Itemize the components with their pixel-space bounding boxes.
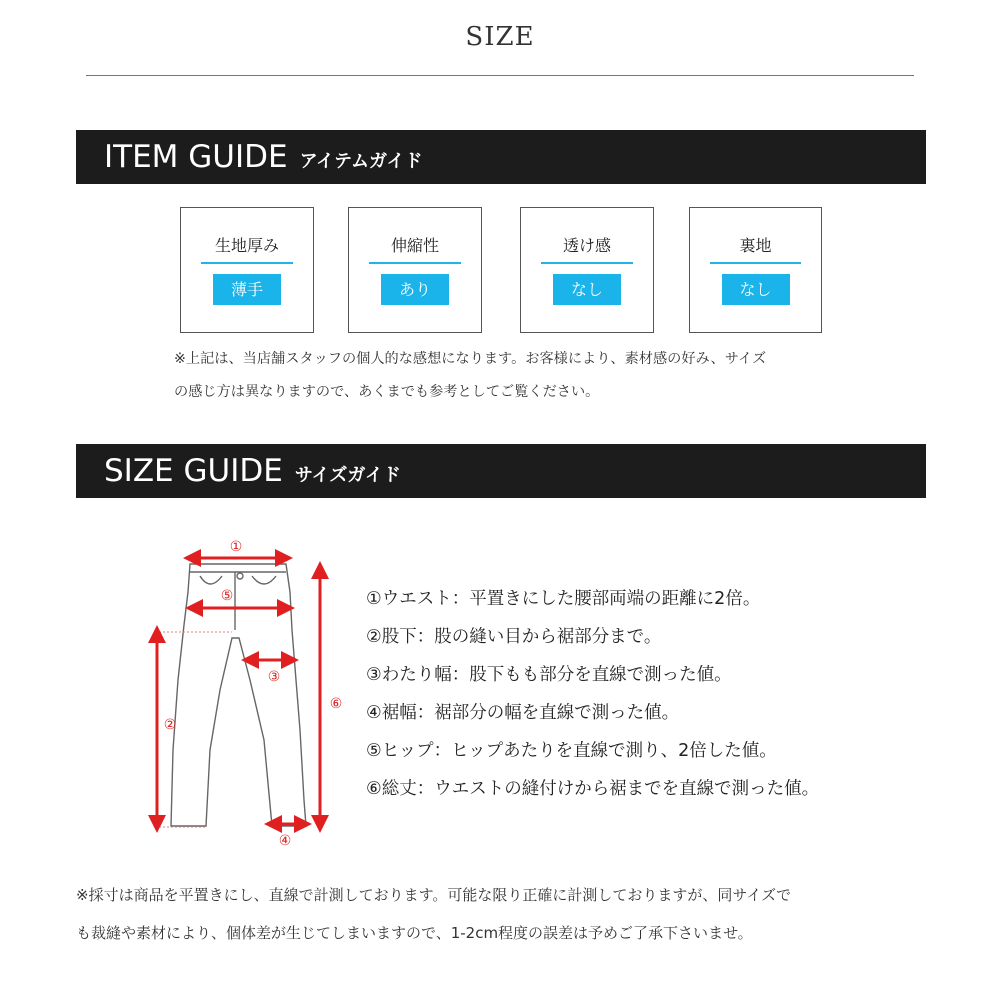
guide-box-stretch [348,207,482,333]
size-guide-note [76,876,791,952]
guide-box-label: 透け感 [562,236,611,255]
guide-box-divider [369,262,461,264]
marker-5: ⑤ [220,588,234,604]
desc-hip: ⑤ヒップ：ヒップあたりを直線で測り、2倍した値。 [366,741,777,761]
pants-outline-icon [171,564,306,826]
note-line: の感じ方は異なりますので、あくまでも参考としてご覧ください。 [174,384,600,400]
item-guide-banner [76,130,926,184]
guide-box-thickness [180,207,314,333]
note-line: も裁縫や素材により、個体差が生じてしまいますので、1-2cm程度の誤差は予めご了承下さいませ。 [76,924,753,942]
guide-box-value: 薄手 [213,274,281,305]
item-guide-note [174,343,766,409]
marker-6: ⑥ [329,696,343,712]
item-guide-title: ITEM GUIDE [104,139,288,175]
desc-waist: ①ウエスト：平置きにした腰部両端の距離に2倍。 [366,589,761,609]
guide-box-label: 生地厚み [214,236,279,255]
guide-box-value: なし [553,274,621,305]
guide-box-divider [541,262,633,264]
marker-1: ① [229,539,243,555]
page-title: SIZE [465,22,535,52]
marker-3: ③ [267,669,281,685]
guide-box-lining [689,207,822,333]
marker-2: ② [163,717,177,733]
desc-length: ⑥総丈：ウエストの縫付けから裾までを直線で測った値。 [366,779,820,799]
guide-box-divider [201,262,293,264]
guide-box-label: 伸縮性 [390,236,439,255]
guide-box-divider [710,262,801,264]
guide-box-transparency [520,207,654,333]
guide-box-value: あり [381,274,449,305]
measurement-descriptions [366,580,819,808]
title-divider [86,75,914,76]
desc-hem: ④裾幅：裾部分の幅を直線で測った値。 [366,703,680,723]
desc-inseam: ②股下：股の縫い目から裾部分まで。 [366,627,662,647]
note-line: ※採寸は商品を平置きにし、直線で計測しております。可能な限り正確に計測しておりますが、同サイズで [76,886,792,904]
size-guide-subtitle: サイズガイド [294,465,401,486]
size-guide-banner [76,444,926,498]
guide-box-label: 裏地 [739,236,772,255]
guide-box-value: なし [722,274,790,305]
desc-thigh: ③わたり幅：股下もも部分を直線で測った値。 [366,665,732,685]
pants-measurement-diagram [140,530,360,855]
note-line: ※上記は、当店舗スタッフの個人的な感想になります。お客様により、素材感の好み、サイズ [174,351,767,367]
marker-4: ④ [278,833,292,849]
size-guide-title: SIZE GUIDE [104,453,283,489]
item-guide-subtitle: アイテムガイド [299,151,423,172]
